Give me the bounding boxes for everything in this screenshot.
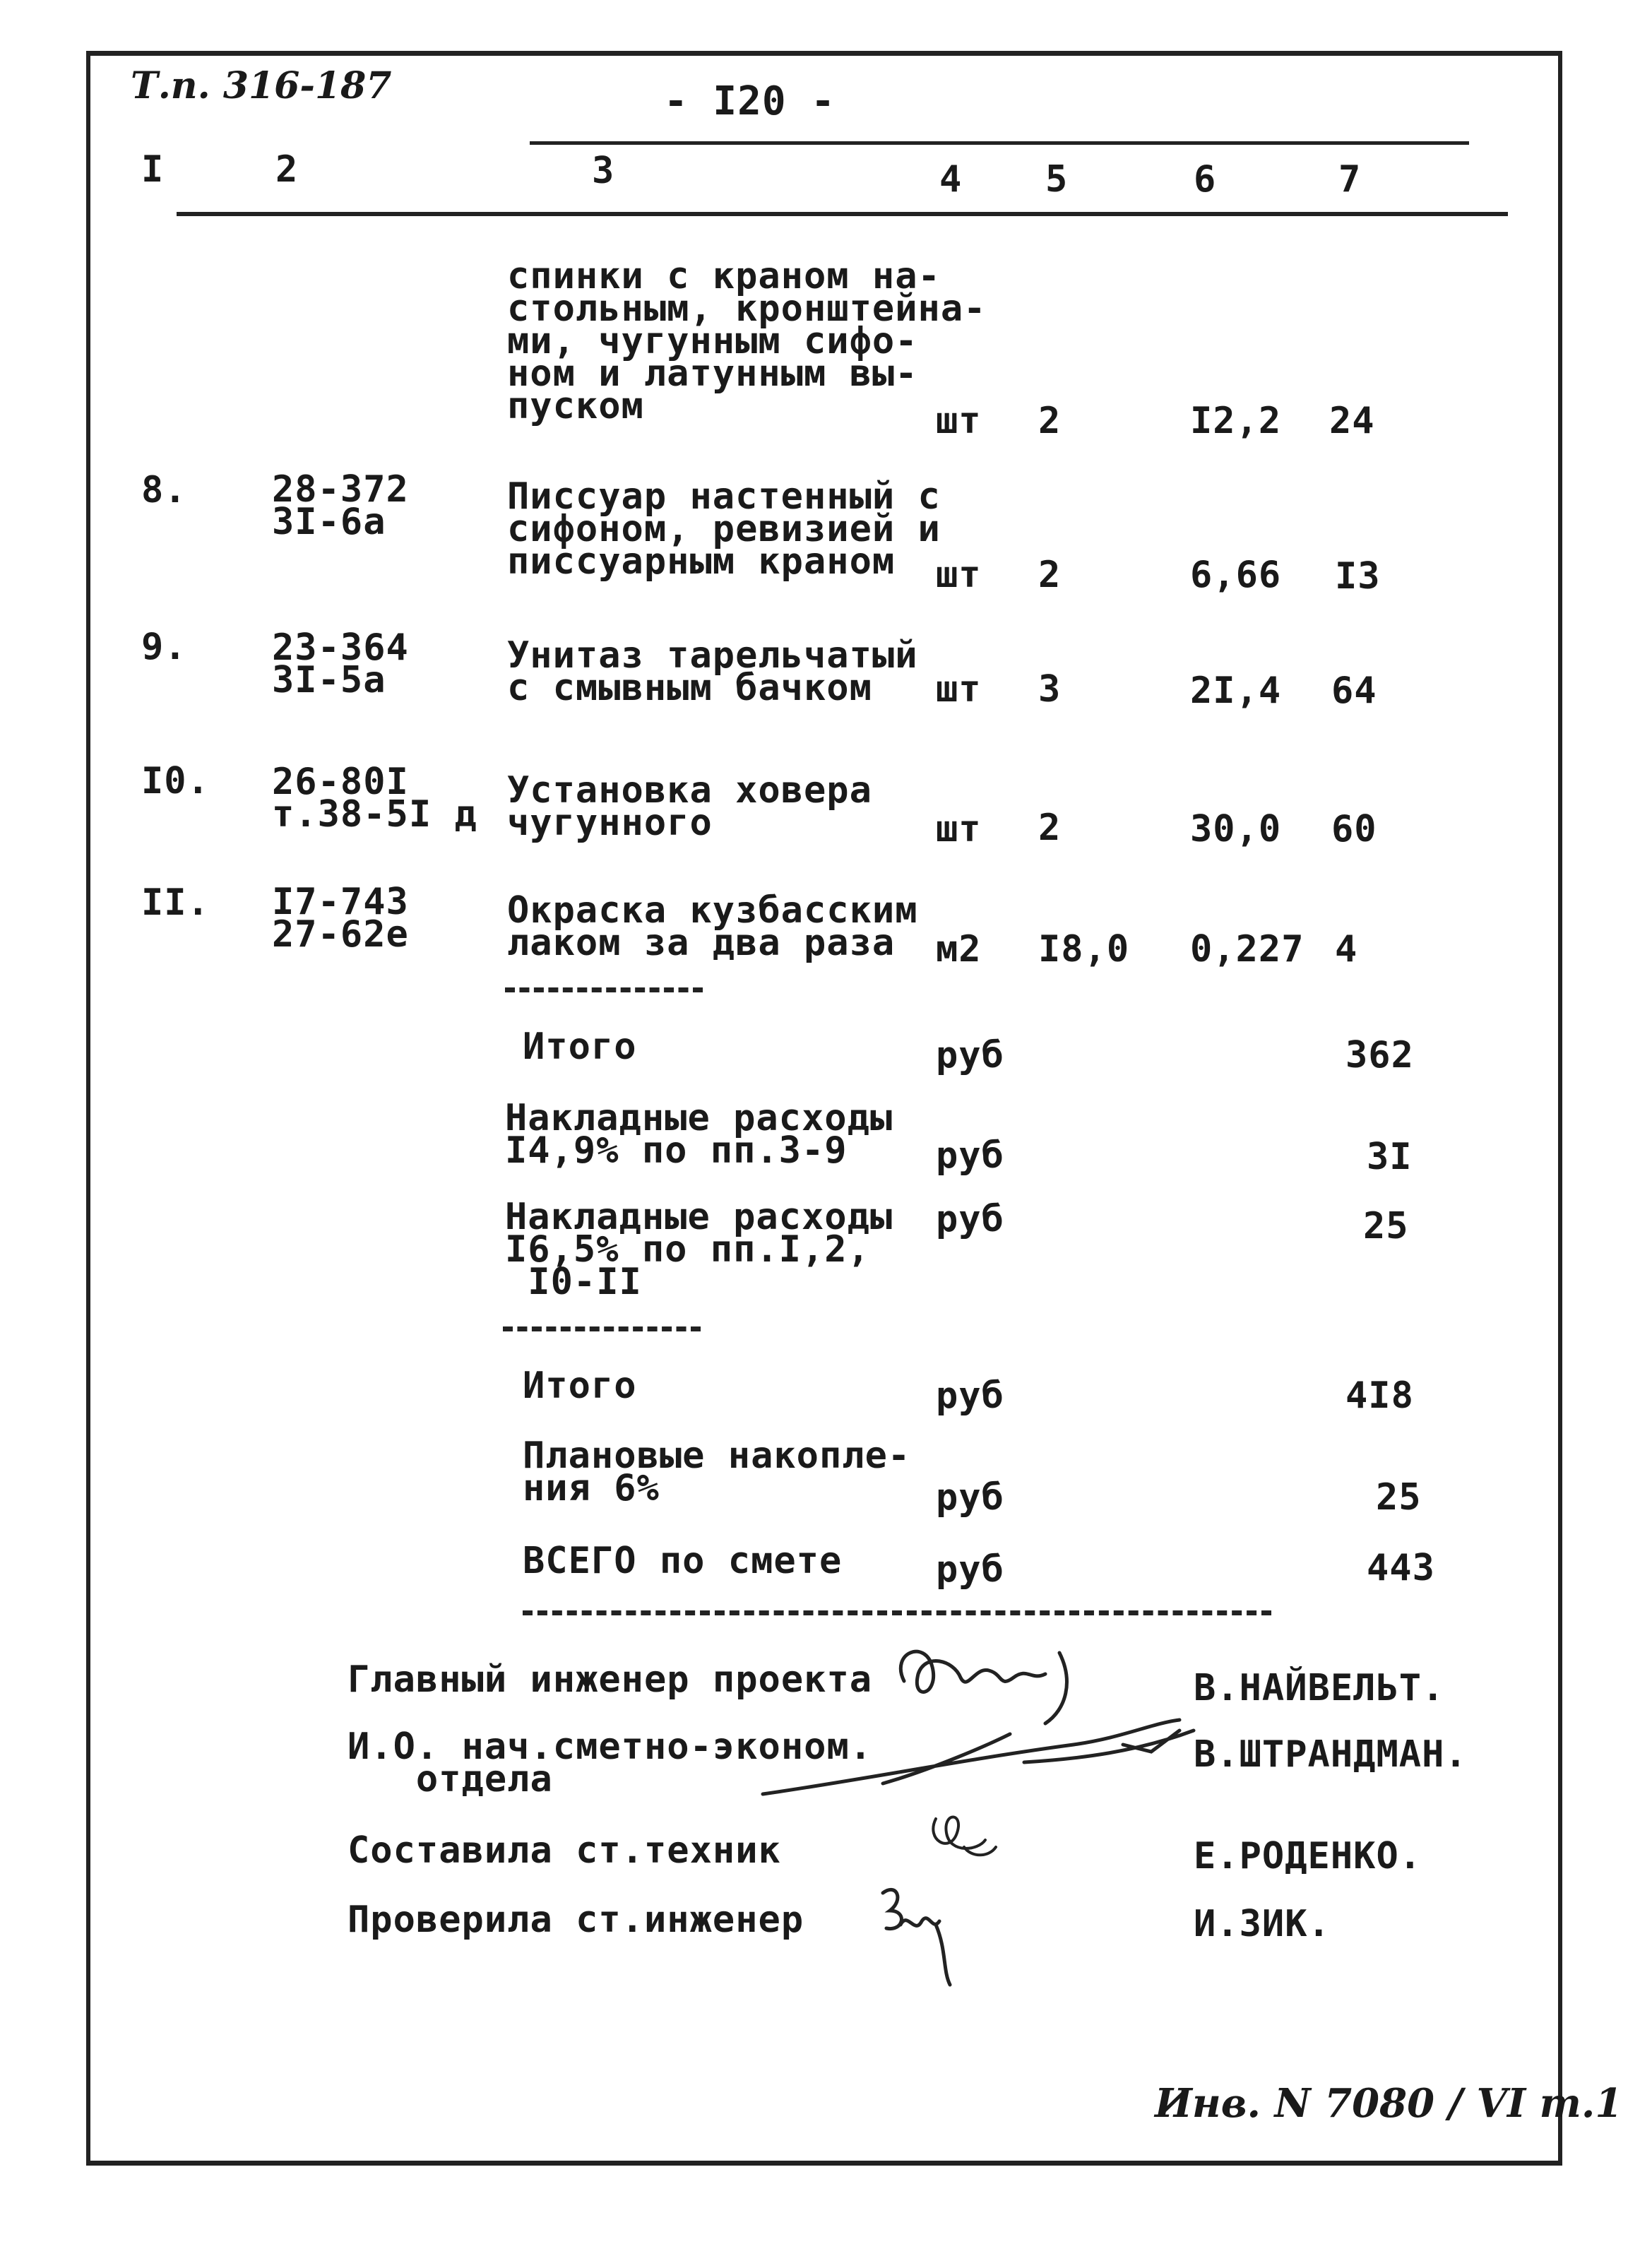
row-description: Унитаз тарельчатый с смывным бачком [507, 634, 918, 709]
technician-signature [922, 1798, 1006, 1875]
row-total: I3 [1335, 555, 1381, 598]
summary-total: 4I8 [1345, 1375, 1414, 1417]
row-total: 24 [1329, 400, 1375, 442]
dashed-separator [503, 1326, 701, 1331]
row-price: 30,0 [1190, 808, 1282, 850]
column-header-5: 5 [1045, 158, 1069, 201]
summary-total: 25 [1376, 1476, 1422, 1519]
summary-unit: руб [936, 1548, 1004, 1591]
row-unit: м2 [936, 928, 982, 970]
signature-name: И.ЗИК. [1194, 1903, 1331, 1945]
row-price: 6,66 [1190, 554, 1282, 596]
row-unit: шт [936, 554, 982, 596]
header-top-rule [530, 141, 1469, 145]
row-description: Установка ховера чугунного [507, 769, 872, 844]
row-total: 64 [1331, 670, 1377, 712]
row-price: 0,227 [1190, 928, 1305, 970]
summary-label: Итого [523, 1365, 637, 1407]
row-quantity: I8,0 [1038, 928, 1130, 970]
summary-total: 362 [1345, 1034, 1414, 1076]
summary-label: Накладные расходы I4,9% по пп.3-9 [505, 1097, 893, 1172]
row-code: I7-743 27-62е [272, 881, 409, 956]
signature-name: В.НАЙВЕЛЬТ. [1194, 1667, 1445, 1709]
summary-unit: руб [936, 1034, 1004, 1076]
row-code: 26-80I т.38-5I д [272, 761, 477, 836]
row-description: Писсуар настенный с сифоном, ревизией и писсуарным краном [507, 475, 941, 583]
row-quantity: 2 [1038, 400, 1062, 442]
row-quantity: 2 [1038, 807, 1062, 849]
row-code: 28-372 3I-6а [272, 468, 409, 543]
row-number: I0. [141, 760, 210, 802]
signature-role: И.О. нач.сметно-эконом. отдела [347, 1726, 873, 1800]
column-header-1: I [141, 148, 165, 191]
signature-name: В.ШТРАНДМАН. [1194, 1733, 1468, 1776]
column-header-2: 2 [275, 148, 299, 191]
signature-name: Е.РОДЕНКО. [1194, 1835, 1422, 1877]
row-number: 8. [141, 469, 187, 511]
summary-unit: руб [936, 1198, 1004, 1240]
row-total: 4 [1335, 928, 1358, 970]
row-unit: шт [936, 808, 982, 850]
column-header-3: 3 [592, 150, 615, 192]
summary-unit: руб [936, 1134, 1004, 1177]
signature-role: Главный инженер проекта [347, 1658, 873, 1701]
dashed-separator [505, 987, 703, 992]
summary-label: Итого [523, 1026, 637, 1068]
signature-role: Составила ст.техник [347, 1829, 781, 1872]
row-unit: шт [936, 668, 982, 711]
column-header-6: 6 [1194, 158, 1217, 201]
row-description: спинки с краном на- стольным, кронштейна- ми, чугунным сифо- ном и латунным вы- пуском [507, 255, 987, 427]
summary-label: Плановые накопле- ния 6% [523, 1435, 911, 1509]
row-description: Окраска кузбасским лаком за два раза [507, 889, 918, 964]
summary-total: 3I [1367, 1136, 1413, 1178]
summary-unit: руб [936, 1375, 1004, 1417]
summary-total: 25 [1363, 1205, 1409, 1247]
column-header-7: 7 [1338, 158, 1362, 201]
inventory-note: Инв. N 7080 / VI т.1 [1155, 2080, 1623, 2127]
row-quantity: 2 [1038, 554, 1062, 596]
project-code: Т.п. 316-187 [131, 64, 392, 107]
page-number: - I20 - [664, 78, 836, 124]
row-number: 9. [141, 626, 187, 668]
summary-unit: руб [936, 1476, 1004, 1519]
summary-label: ВСЕГО по смете [523, 1540, 843, 1582]
summary-total: 443 [1367, 1547, 1435, 1589]
column-header-4: 4 [939, 158, 963, 201]
row-price: I2,2 [1190, 400, 1282, 442]
row-quantity: 3 [1038, 668, 1062, 711]
summary-label: Накладные расходы I6,5% по пп.I,2, I0-II [505, 1196, 893, 1303]
signature-role: Проверила ст.инженер [347, 1899, 804, 1941]
row-unit: шт [936, 400, 982, 442]
row-code: 23-364 3I-5а [272, 627, 409, 701]
row-total: 60 [1331, 808, 1377, 850]
row-price: 2I,4 [1190, 670, 1282, 712]
header-bottom-rule [177, 212, 1508, 216]
engineer-signature [869, 1872, 968, 1992]
dashed-separator [523, 1610, 1271, 1615]
row-number: II. [141, 881, 210, 924]
